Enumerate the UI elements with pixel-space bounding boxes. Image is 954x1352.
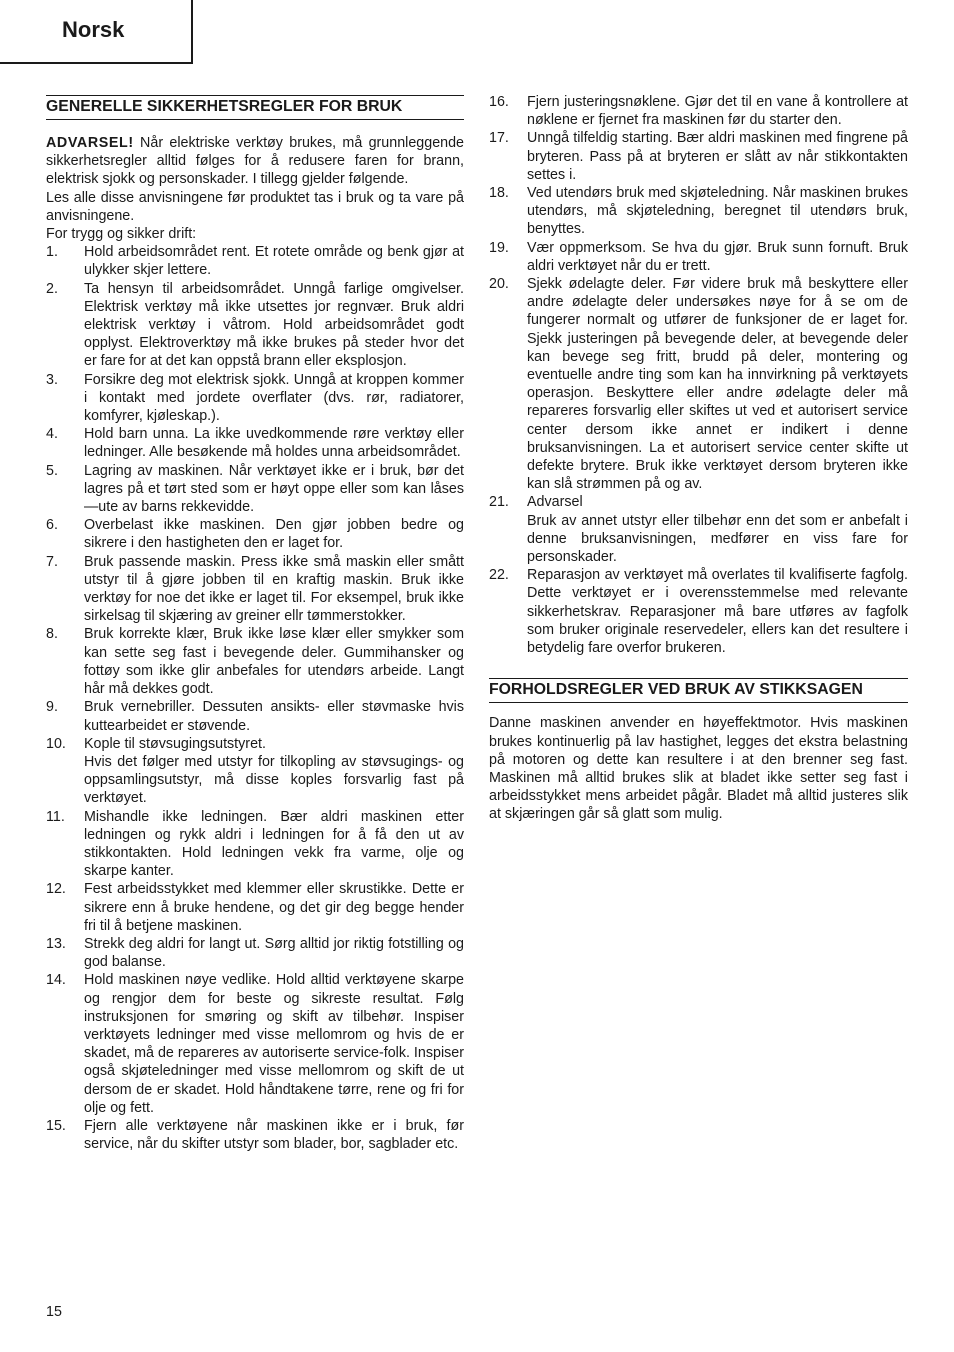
list-item-number: 16. <box>489 94 509 110</box>
list-item-number: 5. <box>46 462 58 479</box>
list-item <box>46 698 464 734</box>
list-item-number: 7. <box>46 553 58 570</box>
list-item-number: 19. <box>489 239 509 256</box>
list-item-text: Fjern alle verktøyene når maskinen ikke er i bruk, før service, når du skifter utstyr som blader, bor, sagblader etc. <box>84 1117 464 1153</box>
list-item-number: 9. <box>46 699 58 716</box>
list-item-number: 18. <box>489 185 509 202</box>
list-item-text: Hold barn unna. La ikke uvedkommende røre verktøy eller ledninger. Alle besøkende må holdes unna arbeidsområdet. <box>84 426 464 461</box>
list-item <box>489 184 908 239</box>
list-item-number: 6. <box>46 517 58 534</box>
read-instructions-text: Les alle disse anvisningene før produktet tas i bruk og ta vare på anvisningene. <box>46 189 464 224</box>
list-item <box>46 808 464 881</box>
warning-paragraph <box>46 134 464 189</box>
list-item <box>46 625 464 698</box>
list-item-text: Kople til støvsugingsutstyret. Hvis det følger med utstyr for tilkopling av støvsugings- og oppsamlingsutstyr, må disse koples forsvarlig fast på verktøyet. <box>84 735 464 807</box>
list-item-number: 8. <box>46 626 58 643</box>
list-item <box>46 371 464 426</box>
list-item-text: Fest arbeidsstykket med klemmer eller skrustikke. Dette er sikrere enn å bruke hendene, og det gir deg begge hender fri til å betjene maskinen. <box>84 881 464 934</box>
list-item <box>46 1117 464 1153</box>
list-item <box>46 516 464 552</box>
list-item-text: Mishandle ikke ledningen. Bær aldri maskinen etter ledningen og rykk aldri i ledningen for å få den ut av stikkontakten. Hold ledningen vekk fra varme, olje og skarpe kanter. <box>84 808 464 880</box>
list-item-number: 15. <box>46 1117 66 1134</box>
language-label: Norsk <box>62 17 125 42</box>
list-item-number: 14. <box>46 972 66 989</box>
list-item-text: Bruk vernebriller. Dessuten ansikts- eller støvmaske hvis kuttearbeidet er støvende. <box>84 699 464 734</box>
list-item <box>489 493 908 566</box>
language-tab <box>0 0 193 64</box>
list-item-number: 13. <box>46 935 66 952</box>
warning-label: ADVARSEL! <box>46 135 134 151</box>
list-item <box>46 935 464 971</box>
list-item <box>46 735 464 808</box>
list-item <box>46 880 464 935</box>
list-item-text: Bruk korrekte klær, Bruk ikke løse klær eller smykker som kan sette seg fast i bevegende deler. Gummihansker og fottøy som ikke glir anbefales for utendørs arbeide. Langt hår må dekkes godt. <box>84 626 464 698</box>
list-item-text: Lagring av maskinen. Når verktøyet ikke er i bruk, bør det lagres på et tørt sted som er høyt oppe eller som kan låses—ute av barns rekkevidde. <box>84 462 464 516</box>
list-item-text: Sjekk ødelagte deler. Før videre bruk må beskyttere eller andre ødelagte deler undersøkes nøye for å se om de fungerer normalt og utfører de funksjoner de er laget for. Sjekk justeringen på bevegende deler, at bevegende deler kan bevege seg fritt, brudd på deler, montering og eventuelle andre ting som kan ha innvirkning på verktøyets operasjon. Beskyttere eller andre ødelagte deler må repareres forsvarlig eller skiftes ut ved et autorisert service center dersom ikke annet er indikert i denne bruksanvisningen. La et autorisert service center skifte ut defekte brytere. Bruk ikke verktøyet dersom bryteren ikke kan slå strømmen på og av. <box>527 276 908 493</box>
list-item-number: 20. <box>489 276 509 293</box>
list-item <box>46 280 464 371</box>
list-item <box>489 129 908 184</box>
page-number: 15 <box>46 1304 62 1320</box>
list-item-text: Advarsel Bruk av annet utstyr eller tilbehør enn det som er anbefalt i denne bruksanvisningen, medfører en viss fare for personskader. <box>527 494 908 566</box>
safety-rules-list-right <box>489 93 908 657</box>
list-item-text: Hold arbeidsområdet rent. Et rotete område og benk gjør at ulykker skjer lettere. <box>84 244 464 279</box>
left-column <box>46 95 464 1153</box>
safety-rules-list-left <box>46 243 464 1153</box>
list-item-text: Strekk deg aldri for langt ut. Sørg alltid jor riktig fotstilling og god balanse. <box>84 935 464 971</box>
list-item <box>46 553 464 626</box>
right-column <box>489 93 908 824</box>
list-item-text: Vær oppmerksom. Se hva du gjør. Bruk sunn fornuft. Bruk aldri verktøyet når du er trett. <box>527 239 908 274</box>
list-item-text: Bruk passende maskin. Press ikke små maskin eller smått utstyr til å gjøre jobben til en kraftig maskin. Bruk ikke verktøy for noe det ikke er laget til. For eksempel, bruk ikke sirkelsag til skjæring av greiner ellr tømmerstokker. <box>84 553 464 625</box>
list-item <box>489 239 908 275</box>
list-item-number: 2. <box>46 280 58 297</box>
list-item <box>489 275 908 493</box>
list-item <box>489 93 908 129</box>
section-heading-general-safety: GENERELLE SIKKERHETSREGLER FOR BRUK <box>46 95 464 120</box>
list-item-text: Hold maskinen nøye vedlike. Hold alltid verktøyene skarpe og rengjor dem for beste og sikreste resultat. Følg instruksjonen for smøring og skift av tilbehør. Inspiser verktøyets ledninger med visse mellomrom og hvis de er skadet, må de repareres av autoriserte service-folk. Inspiser også skjøteledninger med visse mellomrom og skift de ut dersom de er skadet. Hold håndtakene tørre, rene og fri for olje og fett. <box>84 972 464 1116</box>
list-item-number: 17. <box>489 130 509 147</box>
jigsaw-precautions-text: Danne maskinen anvender en høyeffektmotor. Hvis maskinen brukes kontinuerlig på lav hastighet, legges det ekstra belastning på motoren og dette kan resultere i at den brenner seg fast. Maskinen må alltid brukes slik at bladet ikke setter seg fast i arbeidsstykket mens arbeidet pågår. Bladet må alltid justeres slik at skjæringen går så glatt som mulig. <box>489 715 908 823</box>
list-item-text: Unngå tilfeldig starting. Bær aldri maskinen med fingrene på bryteren. Pass på at bryteren er slått av når stikkontakten settes i. <box>527 130 908 183</box>
list-item <box>46 425 464 461</box>
list-item-text: Overbelast ikke maskinen. Den gjør jobben bedre og sikrere i den hastigheten den er laget for. <box>84 517 464 552</box>
list-item-number: 12. <box>46 881 66 898</box>
list-item-number: 11. <box>46 808 65 825</box>
section-heading-jigsaw-precautions: FORHOLDSREGLER VED BRUK AV STIKKSAGEN <box>489 678 908 703</box>
list-item-text: Forsikre deg mot elektrisk sjokk. Unngå at kroppen kommer i kontakt med jordete overflater (dvs. rør, radiatorer, komfyrer, kjøleskap.). <box>84 371 464 425</box>
list-item-number: 21. <box>489 494 509 511</box>
list-item-text: Fjern justeringsnøklene. Gjør det til en vane å kontrollere at nøklene er fjernet fra maskinen før du starter den. <box>527 94 908 129</box>
list-item-number: 4. <box>46 426 58 443</box>
list-item-number: 1. <box>46 244 58 261</box>
list-item <box>46 243 464 279</box>
list-item-text: Reparasjon av verktøyet må overlates til kvalifiserte fagfolg. Dette verktøyet er i overensstemmelse med relevante sikkerhetskrav. Reparasjoner må bare utføres av fagfolk som bruker originale reservedeler, ellers kan det resultere i betydelig fare overfor brukeren. <box>527 567 908 657</box>
list-item-number: 22. <box>489 567 509 584</box>
list-item <box>46 462 464 517</box>
intro-text: For trygg og sikker drift: <box>46 226 197 243</box>
list-item-text: Ved utendørs bruk med skjøteledning. Når maskinen brukes utendørs, må skjøteledning, beregnet til utendørs bruk, benyttes. <box>527 185 908 238</box>
list-item <box>489 566 908 657</box>
warning-text: Når elektriske verktøy brukes, må grunnleggende sikkerhetsregler alltid følges for å redusere faren for brann, elektrisk sjokk og personskader. I tillegg gjelder følgende. <box>46 135 464 188</box>
list-item-number: 3. <box>46 371 58 388</box>
list-item <box>46 971 464 1117</box>
list-item-text: Ta hensyn til arbeidsområdet. Unngå farlige omgivelser. Elektrisk verktøy må ikke utsettes jor regnvær. Bruk aldri elektrisk verktøy i våtrom. Hold arbeidsområdet godt opplyst. Elektroverktøy må ikke brukes på steder hvor det er fare for at det kan oppstå brann eller eksplosjon. <box>84 280 464 370</box>
list-item-number: 10. <box>46 735 66 752</box>
